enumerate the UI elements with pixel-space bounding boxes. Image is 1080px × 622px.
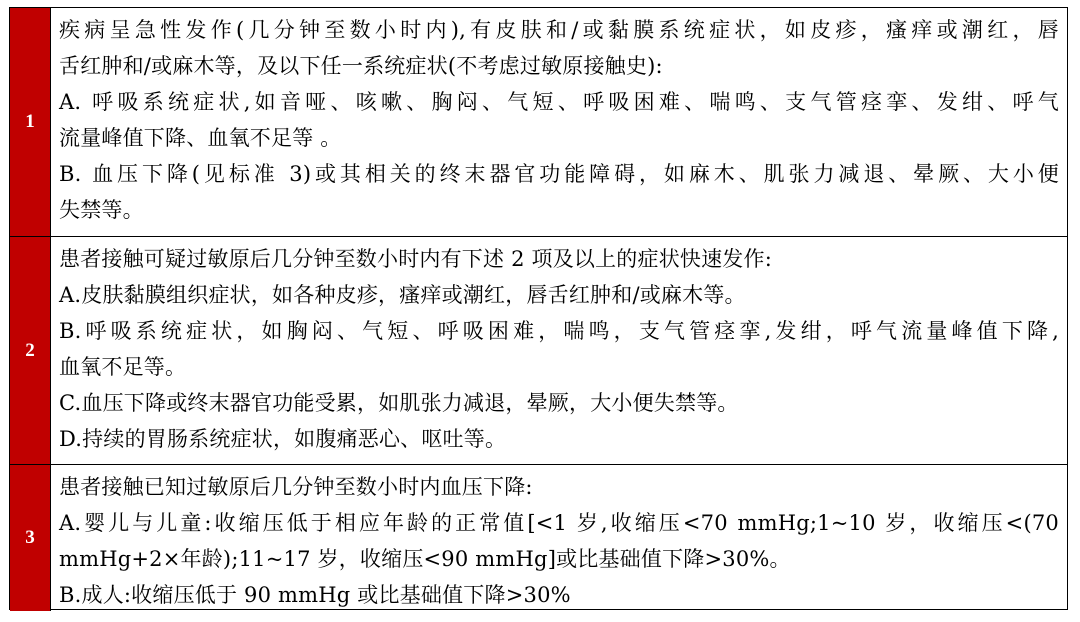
- text-line: C.血压下降或终末器官功能受累，如肌张力减退，晕厥，大小便失禁等。: [59, 391, 739, 415]
- row-content: [59, 12, 1059, 228]
- text-line: A.皮肤黏膜组织症状，如各种皮疹，瘙痒或潮红，唇舌红肿和/或麻木等。: [59, 283, 746, 307]
- text-line: mmHg+2×年龄);11~17 岁，收缩压<90 mmHg]或比基础值下降>30%。: [59, 547, 791, 571]
- text-line: 失禁等。: [59, 198, 144, 222]
- row-content: [59, 469, 1059, 613]
- row-number-cell: [10, 8, 51, 236]
- row-number: 1: [25, 111, 35, 132]
- text-line: 舌红肿和/或麻木等，及以下任一系统症状(不考虑过敏原接触史):: [59, 54, 663, 78]
- row-number: 3: [25, 527, 35, 548]
- text-line: 疾病呈急性发作(几分钟至数小时内),有皮肤和/或黏膜系统症状，如皮疹，瘙痒或潮红，唇: [59, 18, 1059, 42]
- text-line: A. 呼吸系统症状,如音哑、咳嗽、胸闷、气短、呼吸困难、喘鸣、支气管痉挛、发绀、呼气: [59, 90, 1059, 114]
- table-row: [10, 236, 1067, 464]
- text-line: 患者接触已知过敏原后几分钟至数小时内血压下降:: [59, 475, 533, 499]
- row-number-cell: [10, 465, 51, 611]
- text-line: B.呼吸系统症状，如胸闷、气短、呼吸困难，喘鸣，支气管痉挛,发绀，呼气流量峰值下降,: [59, 319, 1059, 343]
- text-line: B.成人:收缩压低于 90 mmHg 或比基础值下降>30%: [59, 583, 571, 607]
- text-line: 流量峰值下降、血氧不足等 。: [59, 126, 342, 150]
- text-line: A.婴儿与儿童:收缩压低于相应年龄的正常值[<1 岁,收缩压<70 mmHg;1~10 岁，收缩压<(70: [59, 511, 1059, 535]
- text-line: D.持续的胃肠系统症状，如腹痛恶心、呕吐等。: [59, 427, 507, 451]
- row-content: [59, 241, 1059, 457]
- text-line: B. 血压下降(见标准 3)或其相关的终末器官功能障碍，如麻木、肌张力减退、晕厥、大小便: [59, 162, 1059, 186]
- row-number: 2: [25, 339, 35, 361]
- text-line: 患者接触可疑过敏原后几分钟至数小时内有下述 2 项及以上的症状快速发作:: [59, 247, 772, 271]
- table-row: [10, 8, 1067, 236]
- text-line: 血氧不足等。: [59, 355, 187, 379]
- criteria-table: [9, 7, 1068, 610]
- table-row: [10, 464, 1067, 611]
- row-number-cell: [10, 237, 51, 464]
